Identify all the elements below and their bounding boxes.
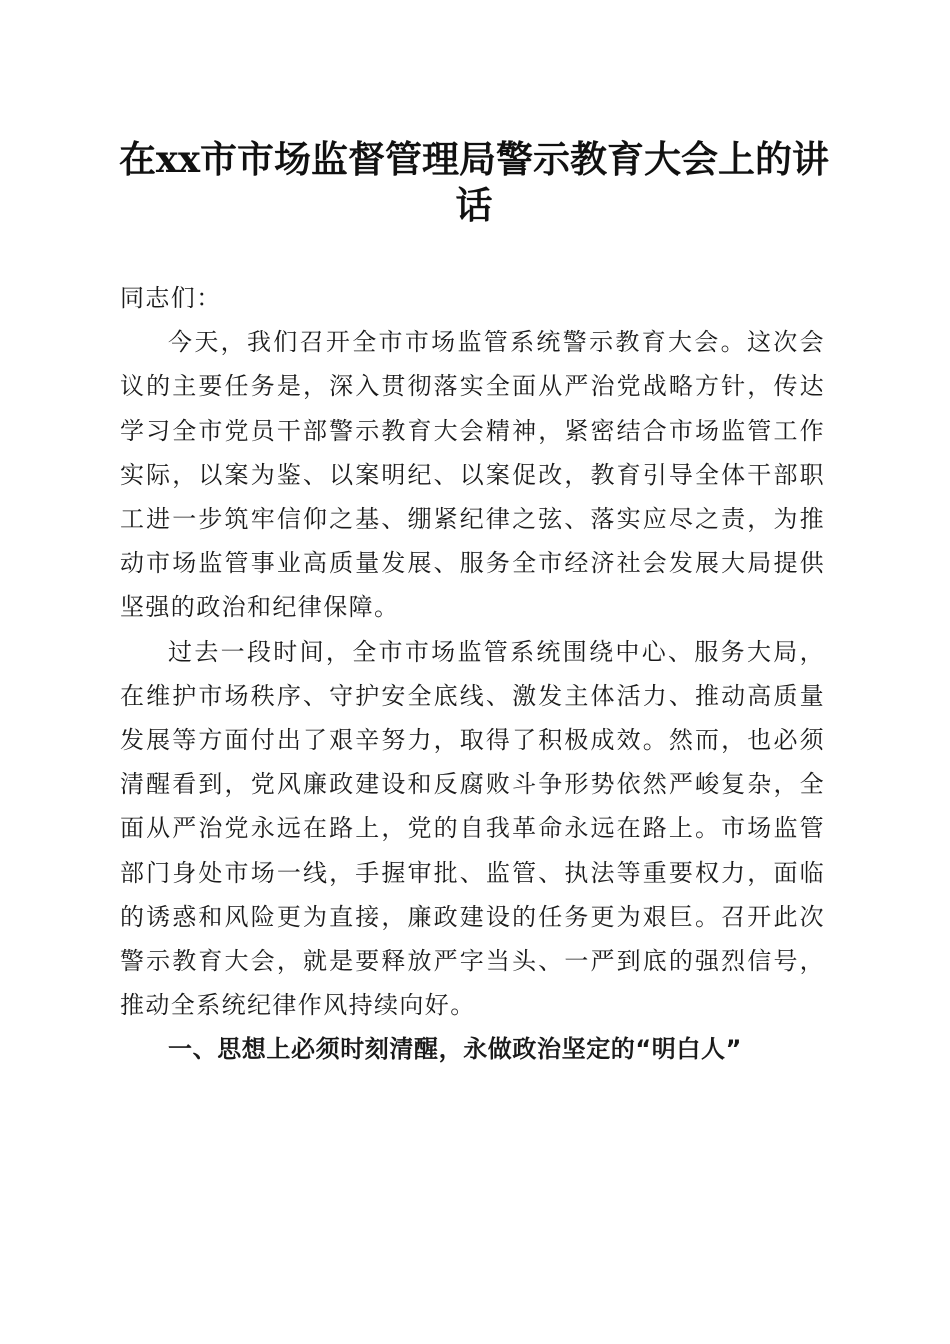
paragraph-background: 过去一段时间，全市市场监管系统围绕中心、服务大局，在维护市场秩序、守护安全底线、激发主体活力、推动高质量发展等方面付出了艰辛努力，取得了积极成效。然而，也必须清醒看到，党风廉政建设和反腐败斗争形势依然严峻复杂，全面从严治党永远在路上，党的自我革命永远在路上。市场监管部门身处市场一线，手握审批、监管、执法等重要权力，面临的诱惑和风险更为直接，廉政建设的任务更为艰巨。召开此次警示教育大会，就是要释放严字当头、一严到底的强烈信号，推动全系统纪律作风持续向好。 xyxy=(120,637,825,1020)
section-heading: 一、思想上必须时刻清醒，永做政治坚定的“明白人” xyxy=(168,1035,742,1064)
salutation: 同志们： xyxy=(120,284,222,312)
document-title: 在xx市市场监督管理局警示教育大会上的讲话 xyxy=(118,137,830,227)
paragraph-intro: 今天，我们召开全市市场监管系统警示教育大会。这次会议的主要任务是，深入贯彻落实全面从严治党战略方针，传达学习全市党员干部警示教育大会精神，紧密结合市场监管工作实际，以案为鉴、以案明纪、以案促改，教育引导全体干部职工进一步筑牢信仰之基、绷紧纪律之弦、落实应尽之责，为推动市场监管事业高质量发展、服务全市经济社会发展大局提供坚强的政治和纪律保障。 xyxy=(120,328,825,622)
document-body xyxy=(120,276,825,1072)
